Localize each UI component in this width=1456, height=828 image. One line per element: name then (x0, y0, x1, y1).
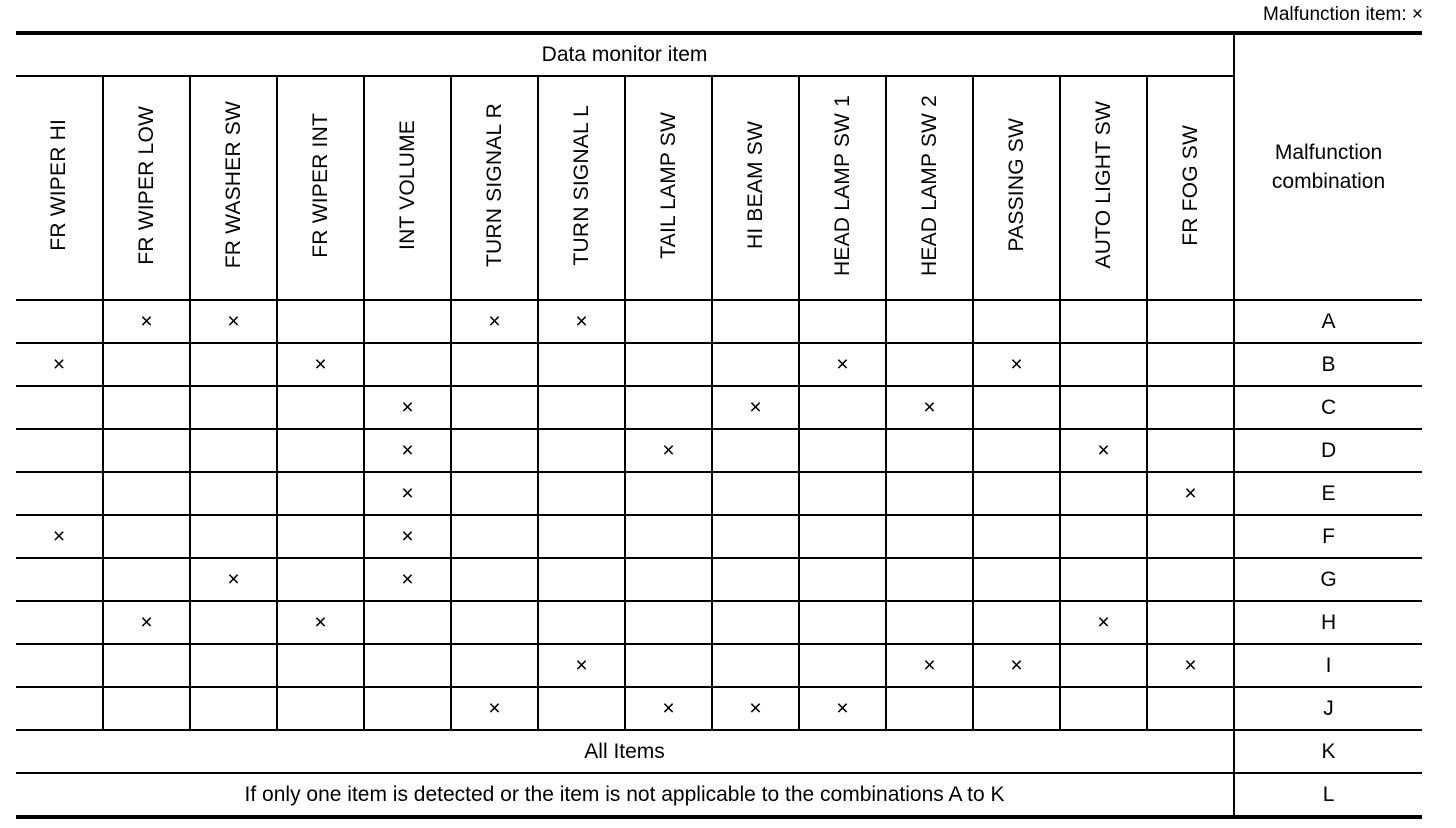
empty-cell (625, 386, 712, 429)
all-items-row-text: All Items (16, 730, 1234, 773)
all-items-row (16, 730, 1422, 773)
combination-code: A (1234, 300, 1422, 343)
empty-cell (190, 515, 277, 558)
combination-code: K (1234, 730, 1422, 773)
column-header (451, 76, 538, 300)
malfunction-mark-cell: × (364, 386, 451, 429)
empty-cell (1147, 343, 1234, 386)
column-header (973, 76, 1060, 300)
empty-cell (1060, 687, 1147, 730)
column-header (103, 76, 190, 300)
empty-cell (451, 558, 538, 601)
table-row (16, 515, 1422, 558)
malfunction-mark-cell: × (451, 300, 538, 343)
column-header-row (16, 76, 1422, 300)
empty-cell (799, 429, 886, 472)
malfunction-mark-cell: × (364, 429, 451, 472)
table-row (16, 558, 1422, 601)
empty-cell (277, 300, 364, 343)
table-row (16, 343, 1422, 386)
malfunction-mark-cell: × (190, 300, 277, 343)
malfunction-mark-cell: × (16, 343, 103, 386)
empty-cell (799, 386, 886, 429)
empty-cell (712, 515, 799, 558)
empty-cell (973, 386, 1060, 429)
empty-cell (538, 343, 625, 386)
empty-cell (364, 687, 451, 730)
combination-header-line1: Malfunction (1274, 141, 1383, 164)
empty-cell (1147, 515, 1234, 558)
empty-cell (1147, 386, 1234, 429)
empty-cell (103, 386, 190, 429)
empty-cell (16, 429, 103, 472)
malfunction-mark-cell: × (886, 644, 973, 687)
empty-cell (538, 386, 625, 429)
column-header (277, 76, 364, 300)
empty-cell (538, 687, 625, 730)
table-row (16, 472, 1422, 515)
empty-cell (451, 386, 538, 429)
empty-cell (712, 472, 799, 515)
empty-cell (538, 601, 625, 644)
empty-cell (277, 429, 364, 472)
empty-cell (538, 515, 625, 558)
malfunction-mark-cell: × (799, 343, 886, 386)
empty-cell (16, 558, 103, 601)
malfunction-combination-header (1234, 33, 1422, 300)
table-row (16, 386, 1422, 429)
malfunction-mark-cell: × (103, 300, 190, 343)
empty-cell (1060, 300, 1147, 343)
malfunction-mark-cell: × (364, 515, 451, 558)
empty-cell (799, 644, 886, 687)
combination-code: G (1234, 558, 1422, 601)
empty-cell (712, 300, 799, 343)
empty-cell (886, 472, 973, 515)
empty-cell (1060, 386, 1147, 429)
empty-cell (625, 644, 712, 687)
single-item-row (16, 773, 1422, 817)
malfunction-mark-cell: × (712, 386, 799, 429)
empty-cell (1147, 429, 1234, 472)
empty-cell (973, 601, 1060, 644)
column-header (712, 76, 799, 300)
empty-cell (799, 601, 886, 644)
column-header-label: TAIL LAMP SW (656, 111, 680, 259)
empty-cell (364, 300, 451, 343)
empty-cell (277, 472, 364, 515)
malfunction-mark-cell: × (538, 300, 625, 343)
empty-cell (364, 343, 451, 386)
column-header (1147, 76, 1234, 300)
empty-cell (16, 601, 103, 644)
column-header-label: TURN SIGNAL R (482, 102, 506, 267)
empty-cell (625, 601, 712, 644)
column-header (799, 76, 886, 300)
empty-cell (799, 472, 886, 515)
combination-code: D (1234, 429, 1422, 472)
combination-header-line2: combination (1271, 170, 1386, 193)
empty-cell (190, 687, 277, 730)
empty-cell (799, 558, 886, 601)
empty-cell (103, 644, 190, 687)
empty-cell (16, 472, 103, 515)
empty-cell (103, 558, 190, 601)
empty-cell (973, 687, 1060, 730)
column-header (364, 76, 451, 300)
malfunction-combination-table (16, 31, 1422, 819)
malfunction-mark-cell: × (625, 687, 712, 730)
empty-cell (190, 429, 277, 472)
empty-cell (538, 558, 625, 601)
malfunction-mark-cell: × (190, 558, 277, 601)
malfunction-mark-cell: × (16, 515, 103, 558)
malfunction-mark-cell: × (712, 687, 799, 730)
empty-cell (1060, 644, 1147, 687)
table-row (16, 429, 1422, 472)
empty-cell (1060, 343, 1147, 386)
empty-cell (538, 472, 625, 515)
malfunction-mark-cell: × (973, 343, 1060, 386)
empty-cell (973, 429, 1060, 472)
empty-cell (277, 558, 364, 601)
combination-code: I (1234, 644, 1422, 687)
empty-cell (16, 644, 103, 687)
column-header-label: AUTO LIGHT SW (1091, 101, 1115, 269)
empty-cell (190, 472, 277, 515)
empty-cell (364, 601, 451, 644)
column-header-label: PASSING SW (1004, 118, 1028, 252)
empty-cell (886, 601, 973, 644)
empty-cell (1147, 601, 1234, 644)
combination-code: F (1234, 515, 1422, 558)
empty-cell (451, 515, 538, 558)
empty-cell (16, 687, 103, 730)
malfunction-mark-cell: × (973, 644, 1060, 687)
column-header-label: HEAD LAMP SW 1 (830, 94, 854, 276)
column-header-label: FR WIPER HI (47, 119, 70, 251)
malfunction-mark-cell: × (277, 601, 364, 644)
empty-cell (886, 300, 973, 343)
column-header-label: FR WIPER LOW (134, 105, 158, 265)
empty-cell (1147, 687, 1234, 730)
column-header (1060, 76, 1147, 300)
empty-cell (277, 644, 364, 687)
empty-cell (277, 687, 364, 730)
combination-code: E (1234, 472, 1422, 515)
empty-cell (973, 472, 1060, 515)
column-header (625, 76, 712, 300)
table-row (16, 687, 1422, 730)
empty-cell (103, 515, 190, 558)
empty-cell (103, 343, 190, 386)
empty-cell (625, 472, 712, 515)
empty-cell (799, 515, 886, 558)
combination-code: H (1234, 601, 1422, 644)
empty-cell (190, 601, 277, 644)
malfunction-mark-cell: × (625, 429, 712, 472)
empty-cell (712, 429, 799, 472)
empty-cell (1147, 300, 1234, 343)
malfunction-mark-cell: × (364, 472, 451, 515)
column-header-label: INT VOLUME (395, 120, 419, 250)
empty-cell (625, 343, 712, 386)
column-header-label: HI BEAM SW (743, 120, 767, 249)
empty-cell (451, 601, 538, 644)
column-header-label: FR FOG SW (1178, 124, 1202, 246)
empty-cell (625, 558, 712, 601)
legend-note: Malfunction item: × (1263, 4, 1423, 25)
malfunction-mark-cell: × (1060, 429, 1147, 472)
empty-cell (103, 472, 190, 515)
table-row (16, 644, 1422, 687)
empty-cell (886, 558, 973, 601)
malfunction-mark-cell: × (364, 558, 451, 601)
empty-cell (451, 429, 538, 472)
empty-cell (973, 515, 1060, 558)
data-monitor-item-header: Data monitor item (16, 33, 1234, 76)
empty-cell (16, 386, 103, 429)
empty-cell (973, 300, 1060, 343)
empty-cell (451, 472, 538, 515)
column-header (886, 76, 973, 300)
empty-cell (103, 429, 190, 472)
combination-code: B (1234, 343, 1422, 386)
malfunction-mark-cell: × (1147, 472, 1234, 515)
empty-cell (886, 515, 973, 558)
empty-cell (103, 687, 190, 730)
malfunction-mark-cell: × (538, 644, 625, 687)
empty-cell (277, 386, 364, 429)
empty-cell (712, 343, 799, 386)
combination-code: L (1234, 773, 1422, 817)
empty-cell (1060, 558, 1147, 601)
empty-cell (973, 558, 1060, 601)
empty-cell (190, 343, 277, 386)
empty-cell (190, 386, 277, 429)
column-header-label: HEAD LAMP SW 2 (917, 94, 941, 276)
column-header (538, 76, 625, 300)
malfunction-mark-cell: × (103, 601, 190, 644)
column-header-label: TURN SIGNAL L (569, 104, 593, 266)
empty-cell (625, 515, 712, 558)
single-item-row-text: If only one item is detected or the item is not applicable to the combinations A to K (16, 773, 1234, 817)
empty-cell (799, 300, 886, 343)
empty-cell (886, 343, 973, 386)
column-header (190, 76, 277, 300)
empty-cell (1147, 558, 1234, 601)
empty-cell (538, 429, 625, 472)
malfunction-mark-cell: × (277, 343, 364, 386)
combination-code: J (1234, 687, 1422, 730)
empty-cell (451, 644, 538, 687)
malfunction-mark-cell: × (886, 386, 973, 429)
empty-cell (712, 601, 799, 644)
empty-cell (1060, 472, 1147, 515)
column-header-label: FR WASHER SW (221, 101, 245, 269)
column-header-label: FR WIPER INT (308, 112, 332, 258)
empty-cell (712, 558, 799, 601)
malfunction-mark-cell: × (451, 687, 538, 730)
empty-cell (886, 429, 973, 472)
empty-cell (1060, 515, 1147, 558)
empty-cell (190, 644, 277, 687)
empty-cell (625, 300, 712, 343)
table-row (16, 601, 1422, 644)
empty-cell (451, 343, 538, 386)
empty-cell (364, 644, 451, 687)
combination-code: C (1234, 386, 1422, 429)
empty-cell (277, 515, 364, 558)
empty-cell (712, 644, 799, 687)
empty-cell (16, 300, 103, 343)
malfunction-mark-cell: × (1147, 644, 1234, 687)
column-header (16, 76, 103, 300)
table-row (16, 300, 1422, 343)
malfunction-mark-cell: × (799, 687, 886, 730)
empty-cell (886, 687, 973, 730)
malfunction-mark-cell: × (1060, 601, 1147, 644)
